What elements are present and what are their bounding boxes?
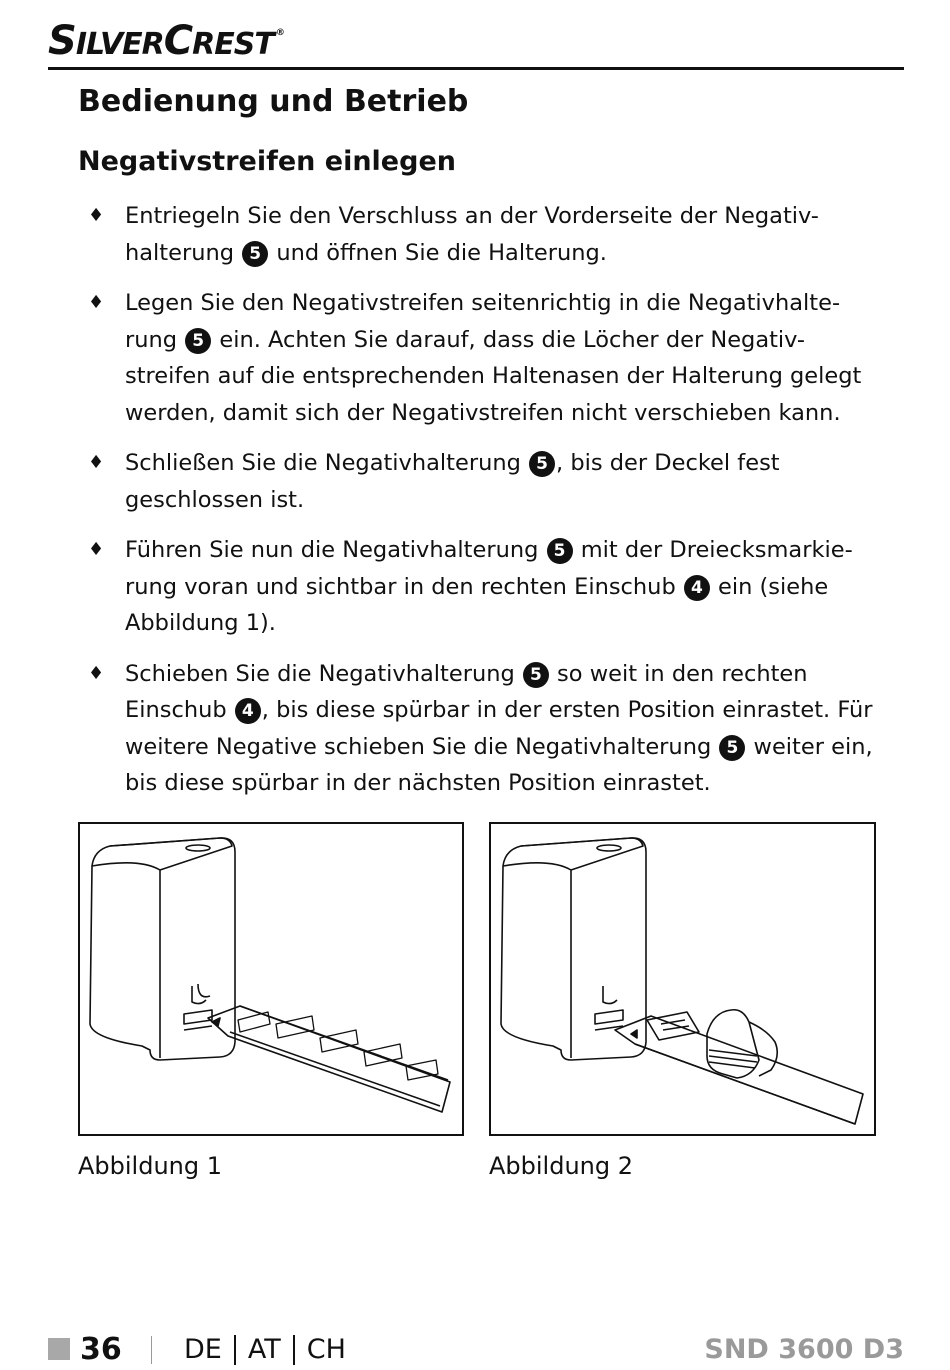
instruction-text: , bis der Deckel fest geschlossen ist. (125, 450, 780, 513)
bullet-diamond-icon: ♦ (88, 662, 105, 684)
instruction-item (80, 198, 880, 271)
figure-2-caption: Abbildung 2 (489, 1152, 634, 1180)
bullet-diamond-icon: ♦ (88, 452, 105, 473)
instruction-text: Entriegeln Sie den Verschluss an der Vorderseite der Negativ-halterung (125, 203, 819, 266)
part-number-badge: 4 (684, 575, 710, 601)
country-separator (293, 1335, 295, 1365)
country-code: CH (306, 1334, 346, 1365)
section-title: Bedienung und Betrieb (78, 84, 469, 119)
bullet-diamond-icon: ♦ (88, 539, 105, 560)
brand-letter: C (163, 18, 193, 64)
instruction-text: weiter ein, bis diese spürbar in der nächsten Position einrastet. (125, 733, 873, 796)
instruction-text: und öffnen Sie die Halterung. (269, 239, 607, 266)
instruction-text: ein (siehe Abbildung 1). (125, 573, 829, 636)
registered-mark: ® (275, 28, 284, 38)
part-number-badge: 5 (547, 538, 573, 564)
instruction-text: Schließen Sie die Negativhalterung (125, 450, 529, 476)
instruction-item (80, 445, 880, 518)
brand-logo (48, 18, 284, 62)
part-number-badge: 5 (719, 735, 745, 761)
page-footer (48, 1330, 904, 1370)
instruction-item (80, 532, 880, 642)
model-number: SND 3600 D3 (704, 1334, 904, 1365)
country-codes (184, 1330, 346, 1370)
scanner-with-slide-holder-illustration (491, 824, 874, 1134)
header-rule (48, 67, 904, 70)
subsection-title: Negativstreifen einlegen (78, 146, 456, 177)
scanner-with-negative-holder-illustration (80, 824, 462, 1134)
part-number-badge: 5 (529, 451, 555, 477)
page-number: 36 (80, 1332, 122, 1367)
instruction-item (80, 656, 880, 802)
instruction-item (80, 285, 880, 431)
part-number-badge: 4 (235, 698, 261, 724)
figure-1-caption: Abbildung 1 (78, 1152, 223, 1180)
part-number-badge: 5 (185, 328, 211, 354)
country-separator (234, 1335, 236, 1365)
instruction-text: ein. Achten Sie darauf, dass die Löcher der Negativ-streifen auf die entsprechenden Haltenasen der Halterung gelegt werden, damit sich der Negativstreifen nicht verschieben kann. (125, 326, 862, 426)
bullet-diamond-icon: ♦ (88, 292, 105, 313)
instruction-text: Legen Sie den Negativstreifen seitenrichtig in die Negativhalte-rung (125, 290, 841, 353)
instruction-text: Schieben Sie die Negativhalterung (125, 660, 522, 687)
footer-divider (151, 1336, 152, 1364)
part-number-badge: 5 (242, 241, 268, 267)
country-code: AT (247, 1334, 281, 1365)
instruction-text: mit der Dreiecksmarkie-rung voran und sichtbar in den rechten Einschub (125, 537, 853, 600)
part-number-badge: 5 (523, 662, 549, 688)
figure-2 (489, 822, 876, 1136)
brand-letter: S (48, 18, 76, 64)
figure-1 (78, 822, 464, 1136)
instruction-text: , bis diese spürbar in der ersten Position einrastet. Für weitere Negative schieben Sie die Negativhalterung (125, 697, 873, 760)
instruction-text: Führen Sie nun die Negativhalterung (125, 537, 546, 563)
instruction-text: so weit in den rechten Einschub (125, 660, 808, 723)
bullet-diamond-icon: ♦ (88, 205, 105, 226)
brand-text: REST (192, 27, 274, 62)
instruction-list (80, 198, 880, 816)
country-code: DE (184, 1334, 222, 1365)
page-marker-square (48, 1338, 70, 1360)
brand-text: ILVER (75, 27, 164, 62)
